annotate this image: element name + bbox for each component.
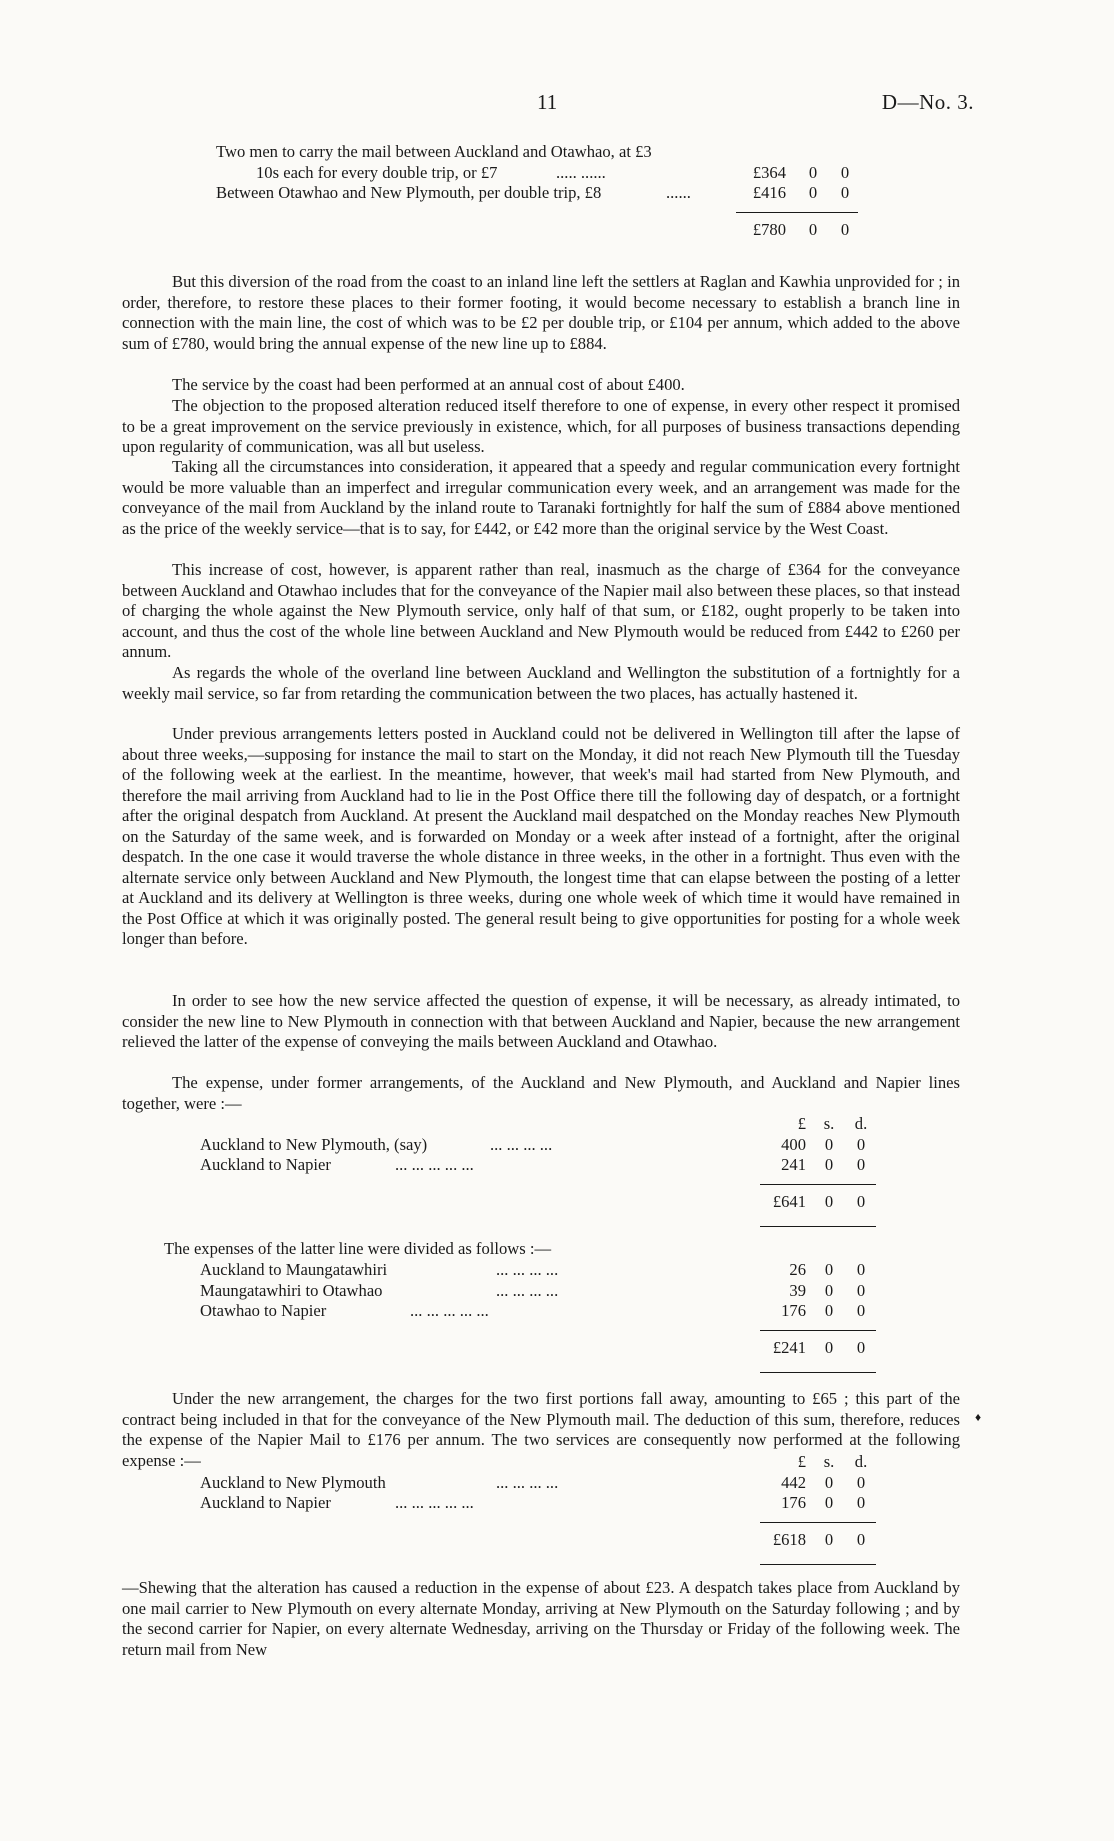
napier-line-breakdown-table — [200, 1260, 900, 1358]
total-rule — [760, 1226, 876, 1227]
total-row — [200, 1530, 900, 1551]
row-label: Auckland to Napier — [200, 1155, 331, 1174]
new-expense-table — [200, 1452, 900, 1550]
total-pence: 0 — [840, 219, 850, 239]
document-reference: D—No. 3. — [881, 90, 974, 114]
paragraph: Under the new arrangement, the charges for the two first portions fall away, amounting to £65 ; this part of the contract being included in that for the conveyance of the New Plymouth mail. The deduction of this sum, therefore, reduces the expense of the Napier Mail to £176 per annum. The two services are consequently now performed at the following expense :— — [122, 1389, 960, 1470]
paragraph: —Shewing that the alteration has caused a reduction in the expense of about £23. A despatch takes place from Auckland by one mail carrier to New Plymouth on every alternate Monday, arriving at New Plymouth on the Saturday following ; and by the second carrier for Napier, on every alternate Wednesday, arriving on the Thursday or Friday of the following week. The return mail from New — [122, 1578, 960, 1659]
total-shillings: 0 — [824, 1191, 834, 1211]
amount-pence: 0 — [856, 1472, 866, 1492]
pounds-header: £ — [797, 1114, 806, 1133]
paragraph: The service by the coast had been performed at an annual cost of about £400. — [172, 375, 685, 394]
amount-shillings: 0 — [824, 1301, 834, 1320]
amount-pounds: 39 — [789, 1280, 806, 1300]
paragraph: In order to see how the new service affected the question of expense, it will be necessary, as already intimated, to consider the new line to New Plymouth in connection with that between Auckland and Napier, because the new arrangement relieved the latter of the expense of conveying the mails between Auckland and Otawhao. — [122, 991, 960, 1051]
table-row — [216, 183, 896, 204]
margin-bullet: ♦ — [975, 1410, 982, 1424]
pence-header: d. — [854, 1114, 868, 1133]
amount-shillings: 0 — [824, 1155, 834, 1174]
amount-pounds: 442 — [781, 1472, 806, 1492]
currency-header — [200, 1114, 900, 1135]
amount-pounds: 26 — [789, 1260, 806, 1279]
amount-pence: 0 — [840, 183, 850, 202]
row-label: Two men to carry the mail between Auckland and Otawhao, at £3 — [216, 142, 652, 161]
row-label: Maungatawhiri to Otawhao — [200, 1280, 383, 1300]
table-row — [200, 1135, 900, 1156]
leader-dots: ...... — [666, 183, 691, 202]
total-pounds: £780 — [752, 219, 786, 239]
amount-shillings: 0 — [824, 1493, 834, 1512]
paragraph: But this diversion of the road from the coast to an inland line left the settlers at Raglan and Kawhia unprovided for ; in order, therefore, to restore these places to their former footing, it would become necessary to establish a branch line in connection with the main line, the cost of which was to be £2 per double trip, or £104 per annum, which added to the above sum of £780, would bring the annual expense of the new line up to £884. — [122, 272, 960, 353]
table-row — [200, 1281, 900, 1302]
row-label: Auckland to Napier — [200, 1493, 331, 1512]
amount-pence: 0 — [856, 1260, 866, 1279]
table-row — [200, 1493, 900, 1514]
currency-header — [200, 1452, 900, 1473]
row-label: Auckland to New Plymouth, (say) — [200, 1134, 428, 1154]
shillings-header: s. — [823, 1452, 835, 1471]
amount-pounds: £364 — [752, 162, 786, 182]
amount-pounds: 400 — [781, 1134, 806, 1154]
amount-pence: 0 — [856, 1155, 866, 1174]
total-pence: 0 — [856, 1191, 866, 1211]
total-rule — [760, 1564, 876, 1565]
amount-shillings: 0 — [824, 1280, 834, 1300]
table-row — [200, 1155, 900, 1176]
row-label: 10s each for every double trip, or £7 — [256, 162, 498, 182]
total-rule — [760, 1522, 876, 1523]
leader-dots: ... ... ... ... — [490, 1134, 553, 1154]
amount-pence: 0 — [840, 162, 850, 182]
amount-pence: 0 — [856, 1301, 866, 1320]
paragraph: The expense, under former arrangements, of the Auckland and New Plymouth, and Auckland and Napier lines together, were :— — [122, 1073, 960, 1113]
pounds-header: £ — [797, 1452, 806, 1471]
total-pounds: £241 — [772, 1337, 806, 1357]
shillings-header: s. — [823, 1114, 835, 1133]
leader-dots: ..... ...... — [556, 162, 606, 182]
paragraph: Under previous arrangements letters posted in Auckland could not be delivered in Wellington till after the lapse of about three weeks,—supposing for instance the mail to start on the Monday, it did not reach New Plymouth till the Tuesday of the following week at the earliest. In the meantime, however, that week's mail had started from New Plymouth, and therefore the mail arriving from Auckland had to lie in the Post Office there till the following day of despatch, or a fortnight after the original despatch from Auckland. At present the Auckland mail despatched on the Monday reaches New Plymouth on the Saturday of the same week, and is forwarded on Monday or a week after instead of a fortnight, after the original despatch. In the one case it would traverse the whole distance in three weeks, in the other in a fortnight. Thus even with the alternate service only between Auckland and New Plymouth, the longest time that can elapse between the posting of a letter at Auckland and its delivery at Wellington is three weeks, during one whole week of which time it would have remained in the Post Office at which it was originally posted. The general result being to give opportunities for posting for a whole week longer than before. — [122, 724, 960, 948]
total-shillings: 0 — [808, 219, 818, 239]
leader-dots: ... ... ... ... ... — [395, 1155, 474, 1174]
table-row — [200, 1301, 900, 1322]
total-shillings: 0 — [824, 1337, 834, 1357]
amount-pence: 0 — [856, 1493, 866, 1512]
total-shillings: 0 — [824, 1529, 834, 1549]
amount-shillings: 0 — [824, 1472, 834, 1492]
table-row — [200, 1473, 900, 1494]
paragraph: The objection to the proposed alteration reduced itself therefore to one of expense, in every other respect it promised to be a great improvement on the service previously in existence, which, for all purposes of business transactions depending upon regularity of communication, was all but useless. — [122, 396, 960, 456]
leader-dots: ... ... ... ... ... — [395, 1493, 474, 1512]
amount-shillings: 0 — [824, 1134, 834, 1154]
amount-pence: 0 — [856, 1280, 866, 1300]
former-expense-table — [200, 1114, 900, 1212]
total-rule — [760, 1330, 876, 1331]
total-row — [200, 1192, 900, 1213]
total-row — [200, 1338, 900, 1359]
table-row — [216, 142, 896, 163]
total-pounds: £641 — [772, 1191, 806, 1211]
table-row — [216, 163, 896, 184]
total-rule — [760, 1184, 876, 1185]
total-pence: 0 — [856, 1337, 866, 1357]
amount-pounds: 241 — [781, 1155, 806, 1174]
paragraph: Taking all the circumstances into consideration, it appeared that a speedy and regular communication every fortnight would be more valuable than an imperfect and irregular communication every week, and an arrangement was made for the conveyance of the mail from Auckland by the inland route to Taranaki fortnightly for half the sum of £884 above mentioned as the price of the weekly service—that is to say, for £442, or £42 more than the original service by the West Coast. — [122, 457, 960, 538]
row-label: Otawhao to Napier — [200, 1301, 327, 1320]
amount-pounds: £416 — [752, 183, 786, 202]
table-row — [200, 1260, 900, 1281]
leader-dots: ... ... ... ... — [496, 1472, 559, 1492]
amount-shillings: 0 — [808, 183, 818, 202]
paragraph: As regards the whole of the overland line between Auckland and Wellington the substitution of a fortnightly for a weekly mail service, so far from retarding the communication between the two places, has actually hastened it. — [122, 663, 960, 703]
amount-pounds: 176 — [781, 1493, 806, 1512]
amount-pence: 0 — [856, 1134, 866, 1154]
amount-pounds: 176 — [781, 1301, 806, 1320]
page-number: 11 — [537, 90, 558, 114]
pence-header: d. — [854, 1452, 868, 1471]
paragraph: This increase of cost, however, is apparent rather than real, inasmuch as the charge of £364 for the conveyance between Auckland and Otawhao includes that for the conveyance of the Napier mail also between these places, so that instead of charging the whole against the New Plymouth service, only half of that sum, or £182, ought properly to be taken into account, and thus the cost of the whole line between Auckland and New Plymouth would be reduced from £442 to £260 per annum. — [122, 560, 960, 661]
total-pounds: £618 — [772, 1529, 806, 1549]
paragraph: The expenses of the latter line were divided as follows :— — [164, 1239, 552, 1258]
row-label: Auckland to New Plymouth — [200, 1472, 386, 1492]
leader-dots: ... ... ... ... ... — [410, 1301, 489, 1320]
leader-dots: ... ... ... ... — [496, 1260, 559, 1279]
row-label: Between Otawhao and New Plymouth, per double trip, £8 — [216, 183, 602, 202]
mail-cost-table — [216, 142, 896, 240]
total-rule — [736, 212, 858, 213]
total-row — [216, 220, 896, 241]
amount-shillings: 0 — [808, 162, 818, 182]
amount-shillings: 0 — [824, 1260, 834, 1279]
row-label: Auckland to Maungatawhiri — [200, 1260, 388, 1279]
total-rule — [760, 1372, 876, 1373]
leader-dots: ... ... ... ... — [496, 1280, 559, 1300]
total-pence: 0 — [856, 1529, 866, 1549]
